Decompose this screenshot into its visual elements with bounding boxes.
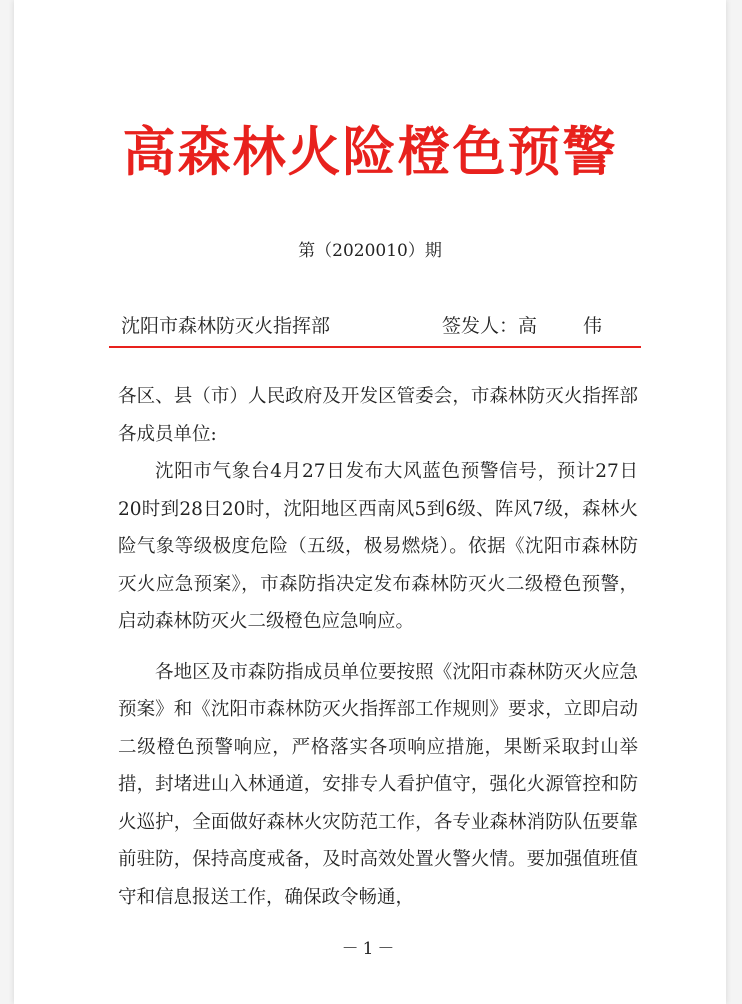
signer-name: 高 伟: [517, 315, 622, 337]
document-page: [14, 0, 726, 1004]
issue-number: 第（2020010）期: [298, 241, 442, 261]
document-title: 高森林火险橙色预警: [122, 122, 618, 183]
document-body: [118, 378, 638, 916]
page-number: －1－: [341, 939, 399, 959]
paragraph-1: 沈阳市气象台4月27日发布大风蓝色预警信号，预计27日20时到28日20时，沈阳地区西南风5到6级、阵风7级，森林火险气象等级极度危险（五级，极易燃烧）。依据《沈阳市森林防灭火应急预案》，市森防指决定发布森林防灭火二级橙色预警，启动森林防灭火二级橙色应急响应。: [118, 461, 638, 632]
red-divider: [109, 346, 641, 348]
addressee: 各区、县（市）人民政府及开发区管委会，市森林防灭火指挥部各成员单位:: [118, 386, 638, 445]
issuer: 沈阳市森林防灭火指挥部: [121, 315, 331, 337]
signer-label: 签发人：: [441, 315, 518, 337]
signer: [442, 311, 622, 338]
paragraph-2: 各地区及市森防指成员单位要按照《沈阳市森林防灭火应急预案》和《沈阳市森林防灭火指挥部工作规则》要求，立即启动二级橙色预警响应，严格落实各项响应措施，果断采取封山举措，封堵进山入林通道，安排专人看护值守，强化火源管控和防火巡护，全面做好森林火灾防范工作，各专业森林消防队伍要靠前驻防，保持高度戒备，及时高效处置火警火情。要加强值班值守和信息报送工作，确保政令畅通，: [118, 661, 638, 908]
